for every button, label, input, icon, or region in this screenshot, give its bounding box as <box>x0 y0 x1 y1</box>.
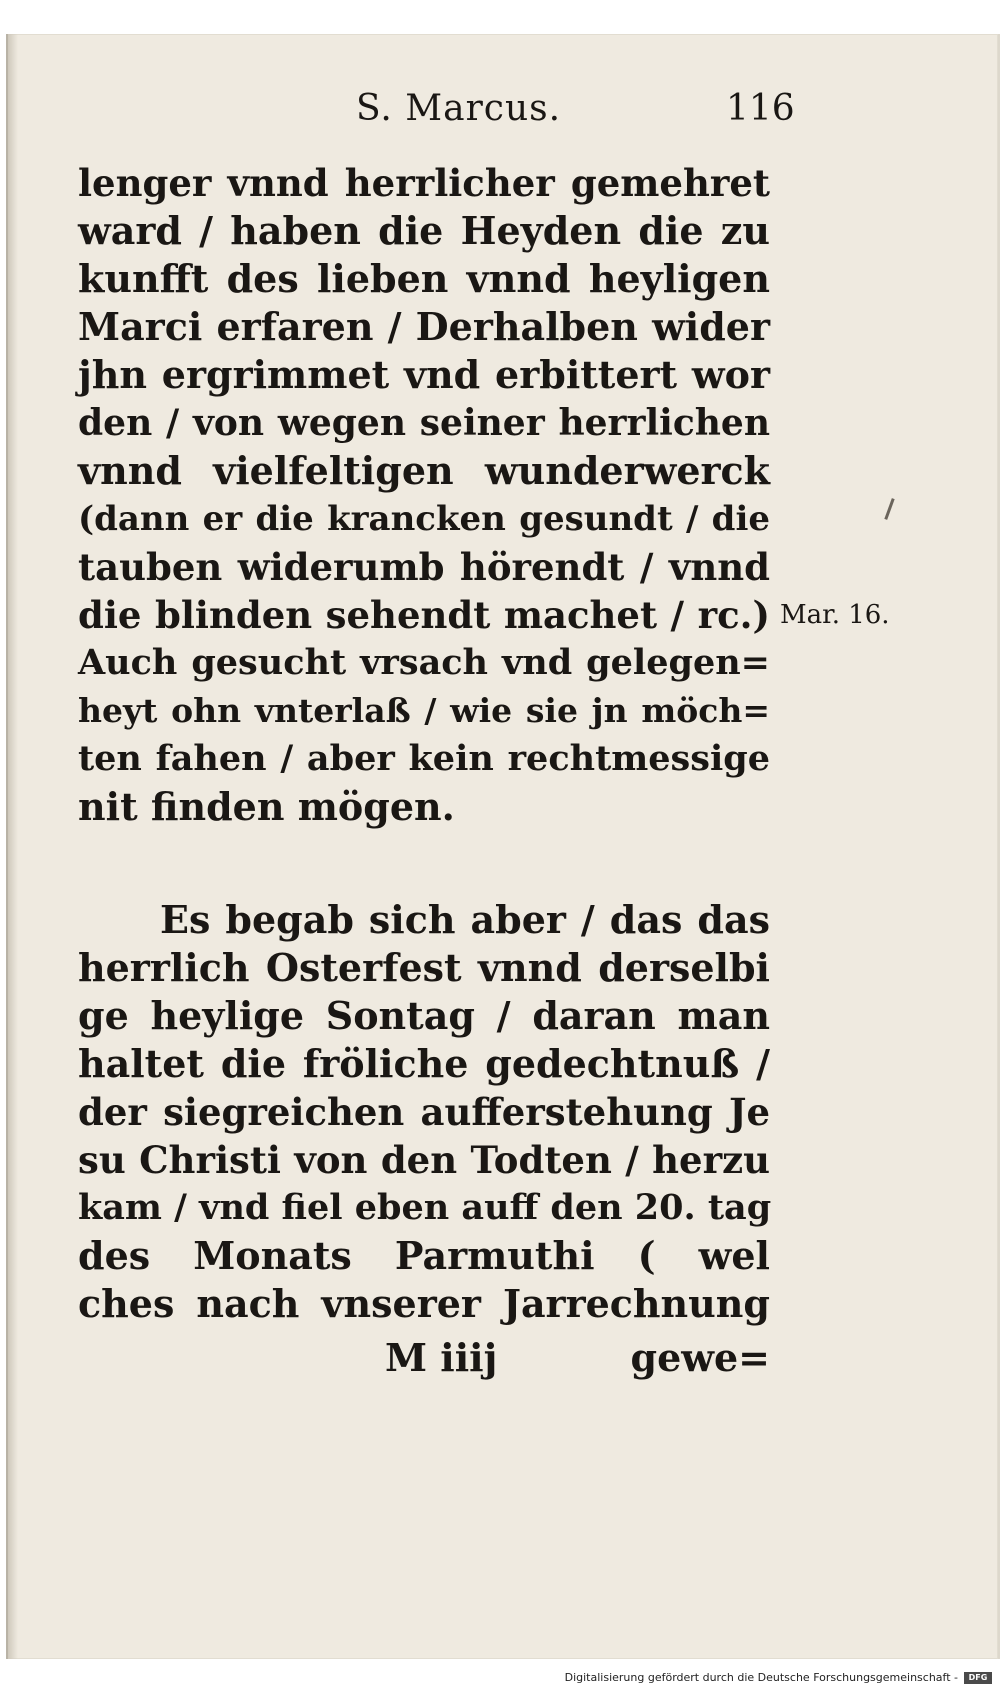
text-line: haltet die fröliche gedechtnuß / <box>78 1041 770 1086</box>
dfg-logo: DFG <box>964 1672 992 1684</box>
text-line: ward / haben die Heyden die zu <box>78 208 770 253</box>
text-line: den / von wegen seiner herrlichen <box>78 402 770 444</box>
footer-bar <box>0 1670 1000 1687</box>
signature-mark: M iiij <box>385 1335 498 1380</box>
text-line: Marci erfaren / Derhalben wider <box>78 304 770 349</box>
signature-catchword-line <box>385 1335 770 1387</box>
text-line: kam / vnd fiel eben auff den 20. tag <box>78 1187 772 1228</box>
text-line: ge heylige Sontag / daran man <box>78 993 770 1038</box>
text-line: Es begab sich aber / das das <box>160 897 770 942</box>
text-line: nit finden mögen. <box>78 784 455 829</box>
text-line: der siegreichen aufferstehung Je <box>78 1090 770 1134</box>
text-line: (dann er die krancken gesundt / die <box>78 499 770 539</box>
marginal-reference: Mar. 16. <box>780 600 890 630</box>
text-line: tauben widerumb hörendt / vnnd <box>78 545 770 589</box>
text-line: die blinden sehendt machet / rc.) <box>78 593 770 637</box>
text-line: ten fahen / aber kein rechtmessige <box>78 738 770 779</box>
page-gutter-shadow <box>8 34 18 1659</box>
text-line: herrlich Osterfest vnnd derselbi <box>78 945 770 990</box>
text-line: ches nach vnserer Jarrechnung <box>78 1281 770 1326</box>
page-number: 116 <box>726 88 795 129</box>
text-line: su Christi von den Todten / herzu <box>78 1138 770 1182</box>
text-line: des Monats Parmuthi ( wel <box>78 1233 770 1278</box>
text-line: Auch gesucht vrsach vnd gelegen= <box>78 642 770 683</box>
text-line: heyt ohn vnterlaß / wie sie jn möch= <box>78 691 770 730</box>
text-line: lenger vnnd herrlicher gemehret <box>78 161 770 205</box>
catchword: gewe= <box>630 1335 770 1380</box>
text-line: vnnd vielfeltigen wunderwerck <box>78 448 770 493</box>
text-line: jhn ergrimmet vnd erbittert wor <box>78 352 770 397</box>
text-line: kunfft des lieben vnnd heyligen <box>78 256 770 301</box>
digitization-credit: Digitalisierung gefördert durch die Deutsche Forschungsgemeinschaft - <box>564 1671 958 1684</box>
running-head: S. Marcus. <box>356 88 562 129</box>
